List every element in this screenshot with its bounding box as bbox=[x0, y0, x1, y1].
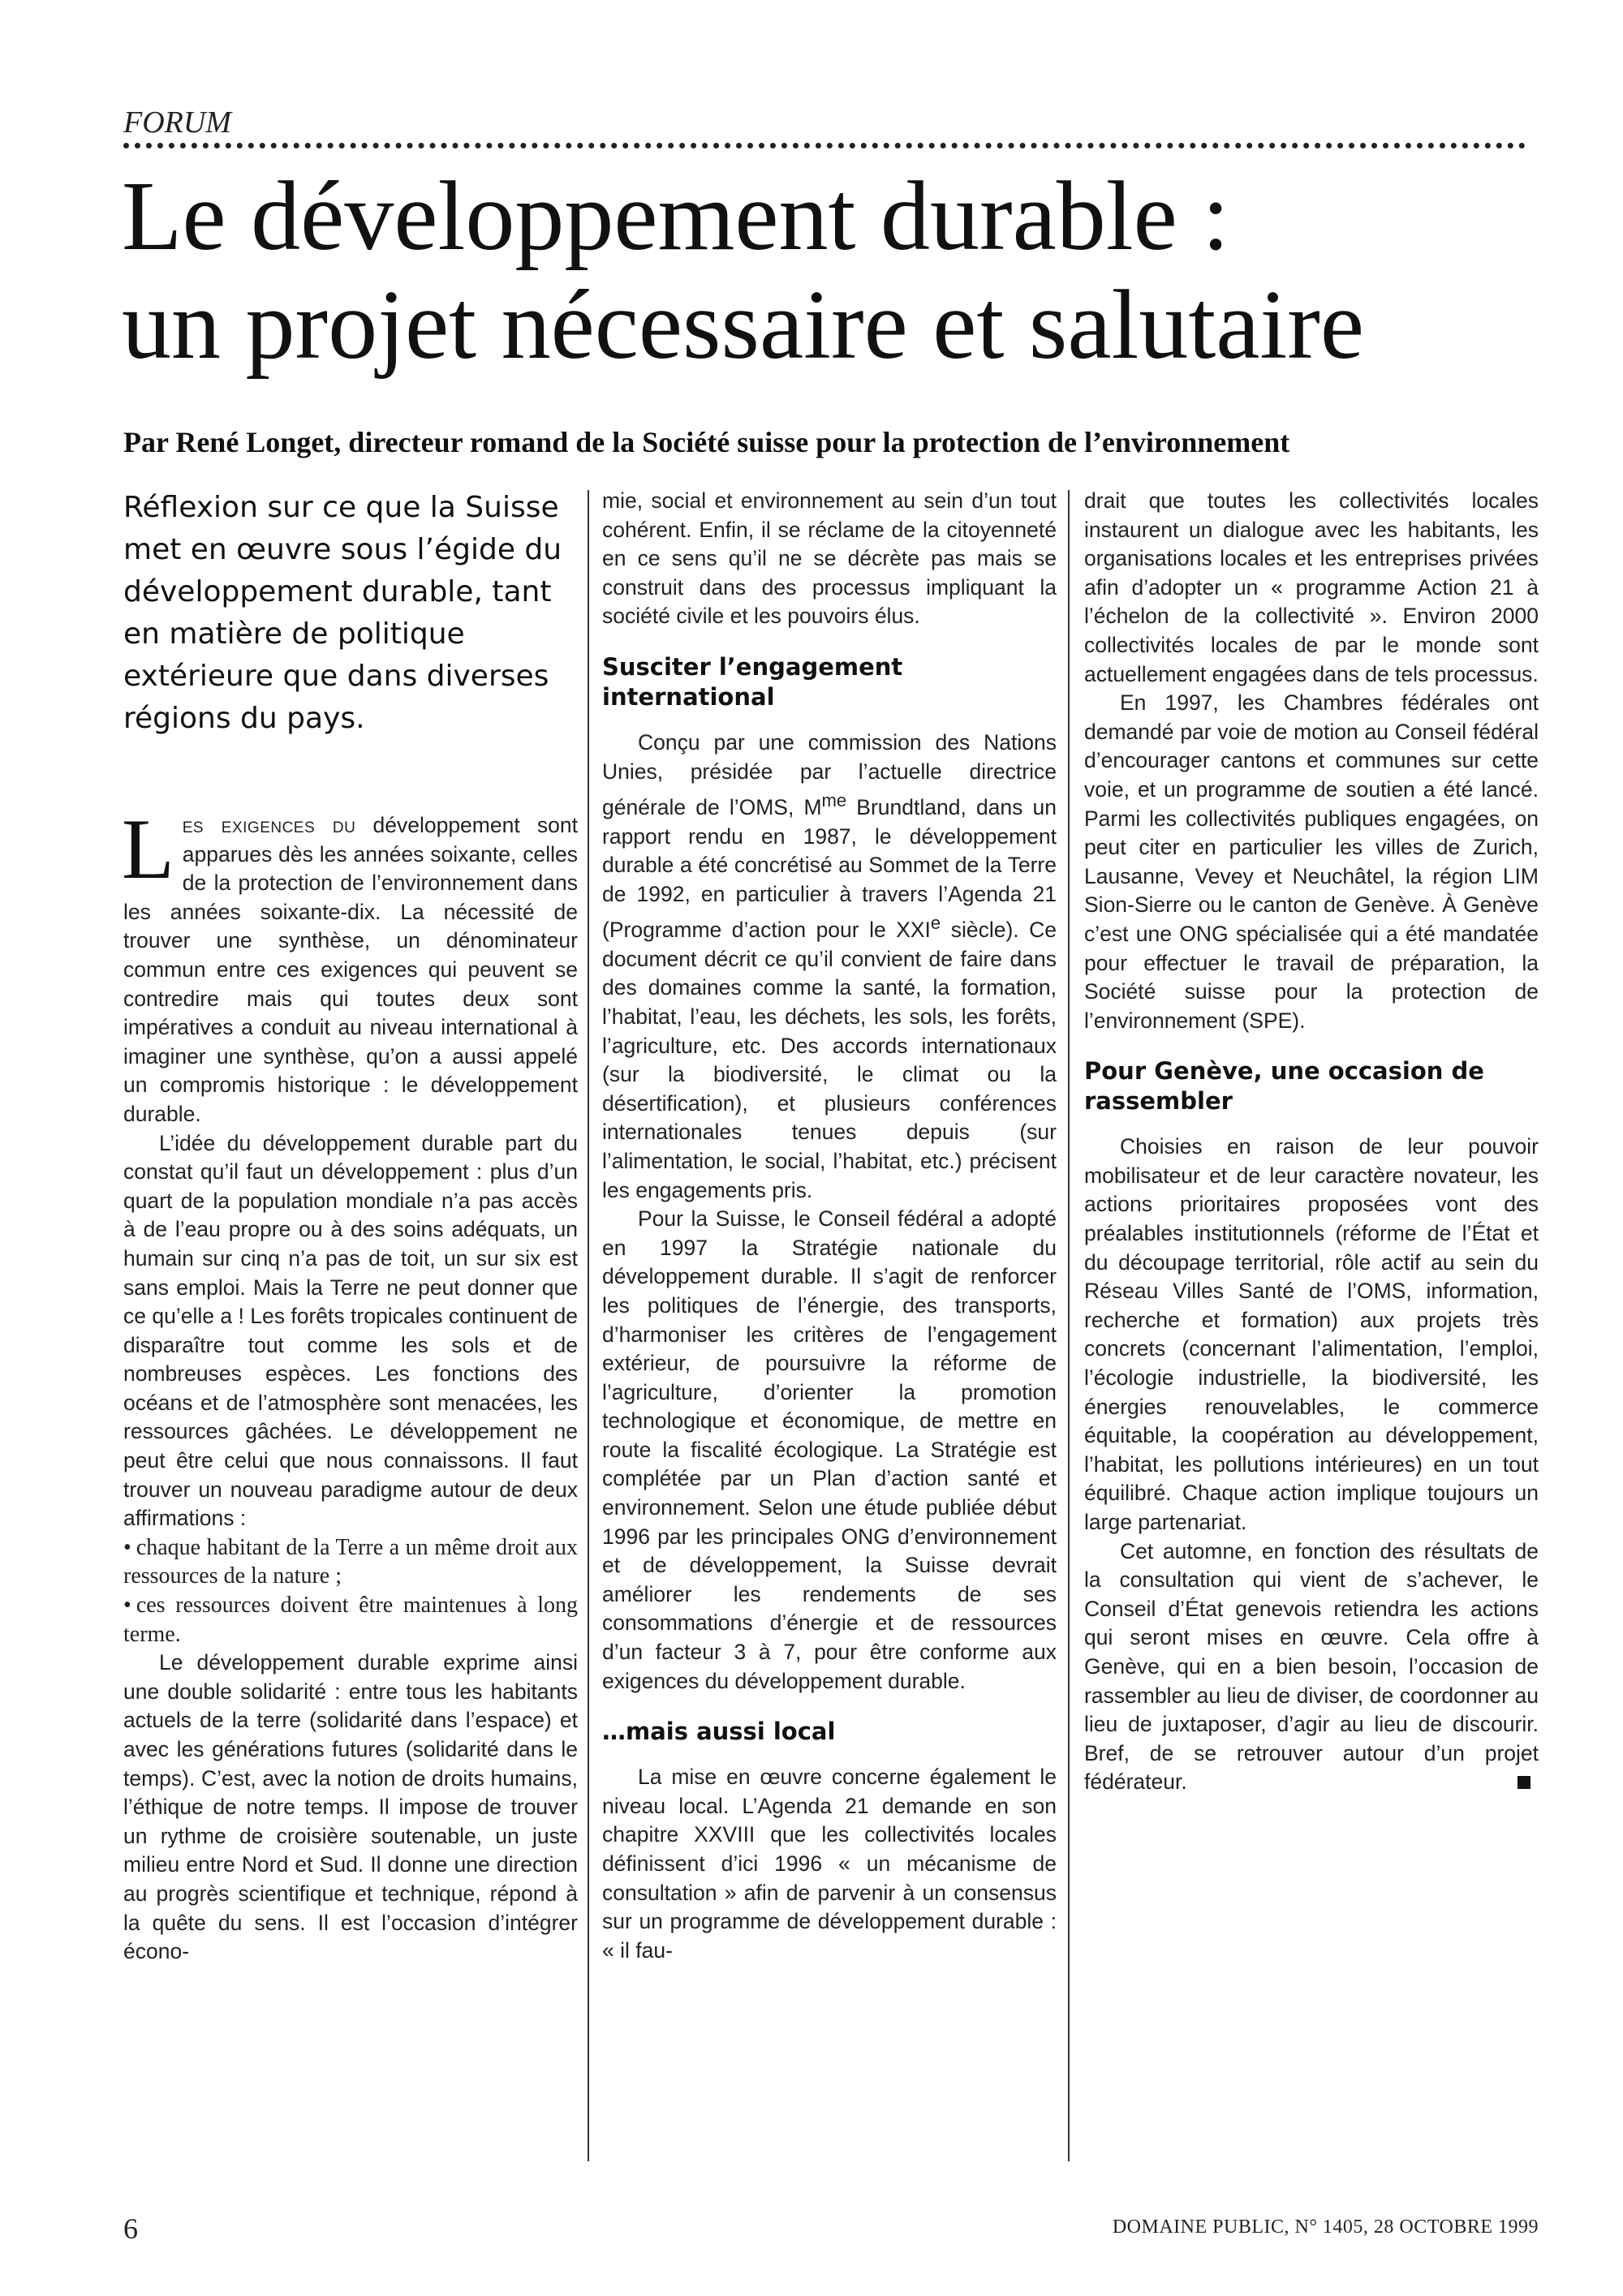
subheading-geneve: Pour Genève, une occasion de rassembler bbox=[1084, 1057, 1484, 1116]
subheading-international: Susciter l’engagement international bbox=[602, 652, 903, 711]
publication-reference: DOMAINE PUBLIC, N° 1405, 28 OCTOBRE 1999 bbox=[1112, 2216, 1539, 2238]
superscript: e bbox=[930, 913, 941, 934]
article-column-2 bbox=[602, 487, 1057, 1965]
paragraph bbox=[602, 729, 1057, 1205]
subheading-local: …mais aussi local bbox=[602, 1718, 836, 1746]
superscript: me bbox=[821, 790, 847, 811]
paragraph: Pour la Suisse, le Conseil fédéral a adopté en 1997 la Stratégie nationale du développement durable. Il s’agit de renforcer les politiques de l’énergie, des transports, d’harmoniser les critères de l’engagement extérieur, de poursuivre la réforme de l’agriculture, d’orienter la promotion technologique et économique, de mettre en route la fiscalité écologique. La Stratégie est complétée par un Plan d’action santé et environnement. Selon une étude publiée début 1996 par les principales ONG d’environnement et de développement, la Suisse devrait améliorer les rendements de ses consommations d’énergie et de ressources d’un facteur 3 à 7, pour être conforme aux exigences du développement durable. bbox=[602, 1206, 1057, 1693]
paragraph: En 1997, les Chambres fédérales ont demandé par voie de motion au Conseil fédéral d’encourager cantons et communes sur cette voie, et un programme de soutien a été lancé. Parmi les collectivités publiques engagées, on peut citer en particulier les villes de Zurich, Lausanne, Vevey et Neuchâtel, la région LIM Sion-Sierre ou le canton de Genève. À Genève c’est une ONG spécialisée qui a été mandatée pour effectuer le travail de préparation, la Société suisse pour la protection de l’environnement (SPE). bbox=[1084, 690, 1539, 1033]
list-item-text: ces ressources doivent être maintenues à long terme. bbox=[123, 1593, 578, 1647]
headline-line-1: Le développement durable : bbox=[122, 161, 1230, 271]
paragraph: mie, social et environnement au sein d’un tout cohérent. Enfin, il se réclame de la citoyenneté en ce sens qu’il ne se décrète pas mais se construit dans des processus impliquant la société civile et les pouvoirs élus. bbox=[602, 488, 1057, 629]
opening-text: développement sont apparues dès les années soixante, celles de la protection de l’environnement dans les années soixante-dix. La nécessité de trouver une synthèse, un dénominateur commun entre ces exigences qui peuvent se contredire mais qui toutes deux sont impératives a conduit au niveau international à imaginer une synthèse, qu’on a aussi appelé un compromis historique : le développement durable. bbox=[123, 813, 578, 1126]
list-item bbox=[123, 1533, 578, 1591]
paragraph-text: siècle). Ce document décrit ce qu’il convient de faire dans des domaines comme la santé, la formation, l’habitat, l’eau, les déchets, les sols, les forêts, l’agriculture, etc. Des accords internationaux (sur la biodiversité, le climat ou la désertification), et plusieurs conférences internationales tenues depuis (sur l’alimentation, le social, l’habitat, etc.) précisent les engagements pris. bbox=[602, 918, 1057, 1202]
headline bbox=[122, 162, 1550, 380]
end-mark-icon bbox=[1518, 1776, 1530, 1789]
list-item-text: chaque habitant de la Terre a un même droit aux ressources de la nature ; bbox=[123, 1534, 578, 1589]
lede: Réflexion sur ce que la Suisse met en œuvre sous l’égide du développement durable, tant en matière de politique extérieure que dans diverses régions du pays. bbox=[123, 491, 562, 735]
section-label: FORUM bbox=[123, 104, 1526, 148]
drop-cap: L bbox=[122, 802, 174, 896]
bullet-icon: • bbox=[123, 1534, 131, 1560]
bullet-list bbox=[123, 1533, 578, 1649]
article-column-3 bbox=[1084, 487, 1539, 1797]
article-column-1 bbox=[123, 487, 578, 1967]
paragraph-text: Conçu par une commission des Nations Unies, présidée par l’actuelle directrice générale de l’OMS, M bbox=[602, 729, 1057, 819]
byline: Par René Longet, directeur romand de la Société suisse pour la protection de l’environnement bbox=[123, 426, 1290, 458]
headline-line-2: un projet nécessaire et salutaire bbox=[122, 270, 1365, 380]
opening-paragraph bbox=[122, 802, 578, 1129]
opening-smallcaps: es exigences du bbox=[182, 813, 356, 837]
paragraph: La mise en œuvre concerne également le niveau local. L’Agenda 21 demande en son chapitre XXVIII que les collectivités locales définissent d’ici 1996 « un mécanisme de consultation » afin de parvenir à un consensus sur un programme de développement durable : « il fau- bbox=[602, 1765, 1057, 1963]
column-rule-left bbox=[588, 490, 589, 2161]
paragraph-text: Brundtland, dans un rapport rendu en 1987, le développement durable a été concrétisé au Sommet de la Terre de 1992, en particulier à travers l’Agenda 21 (Programme d’action pour le XXI bbox=[602, 794, 1057, 943]
paragraph: Le développement durable exprime ainsi une double solidarité : entre tous les habitants actuels de la terre (solidarité dans l’espace) et avec les générations futures (solidarité dans le temps). C’est, avec la notion de droits humains, l’éthique de notre temps. Il impose de trouver un rythme de croisière soutenable, un juste milieu entre Nord et Sud. Il donne une direction au progrès scientifique et technique, répond à la quête du sens. Il est l’occasion d’intégrer écono- bbox=[123, 1650, 578, 1964]
page-number: 6 bbox=[123, 2212, 138, 2245]
paragraph: drait que toutes les collectivités locales instaurent un dialogue avec les habitants, les organisations locales et les entreprises privées afin d’adopter un « programme Action 21 à l’échelon de la collectivité ». Environ 2000 collectivités locales de par le monde sont actuellement engagées dans de tels processus. bbox=[1084, 488, 1539, 686]
paragraph: Choisies en raison de leur pouvoir mobilisateur et de leur caractère novateur, les actions prioritaires proposées vont des préalables institutionnels (réforme de l’État et du découpage territorial, rôle actif au sein du Réseau Villes Santé de l’OMS, information, recherche et formation) aux projets très concrets (concernant l’alimentation, l’emploi, l’écologie industrielle, la biodiversité, les énergies renouvelables, le commerce équitable, la coopération au développement, l’habitat, les pollutions intérieures) en un tout équilibré. Chaque action implique toujours un large partenariat. bbox=[1084, 1134, 1539, 1534]
paragraph bbox=[1084, 1537, 1539, 1797]
paragraph-text: Cet automne, en fonction des résultats de la consultation qui vient de s’achever, le Conseil d’État genevois retiendra les actions qui seront mises en œuvre. Cela offre à Genève, qui en a bien besoin, l’occasion de rassembler au lieu de diviser, de coordonner au lieu de juxtaposer, d’agir au lieu de discourir. Bref, de se retrouver autour d’un projet fédérateur. bbox=[1084, 1538, 1539, 1795]
list-item bbox=[123, 1591, 578, 1649]
paragraph: L’idée du développement durable part du constat qu’il faut un développement : plus d’un quart de la population mondiale n’a pas accès à de l’eau propre ou à des soins adéquats, un humain sur cinq n’a pas de toit, un sur six est sans emploi. Mais la Terre ne peut donner que ce qu’elle a ! Les forêts tropicales continuent de disparaître tout comme les sols et de nombreuses espèces. Les fonctions des océans et de l’atmosphère sont menacées, les ressources gâchées. Le développement ne peut être celui que nous connaissons. Il faut trouver un nouveau paradigme autour de deux affirmations : bbox=[123, 1130, 578, 1531]
column-rule-right bbox=[1068, 490, 1070, 2161]
bullet-icon: • bbox=[123, 1593, 131, 1619]
